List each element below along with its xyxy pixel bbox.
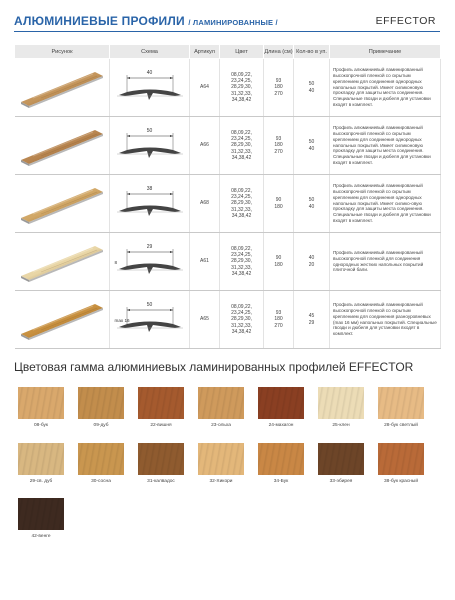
color-swatch — [378, 443, 424, 484]
article-cell: А61 — [190, 233, 220, 291]
color-swatch — [378, 387, 424, 428]
col-header-picture: Рисунок — [15, 45, 110, 59]
profile-picture-cell — [15, 59, 110, 117]
note-cell: Профиль алюминиевый ламинированный высокопрочной пленкой для соединения однородных жестких напольных покрытий плиточной бали. — [330, 233, 441, 291]
col-header-color: Цвет — [220, 45, 264, 59]
swatch-label: 42-венге — [31, 534, 51, 539]
swatch-chip — [258, 387, 304, 419]
note-cell: Профиль алюминиевый ламинированный высокопрочной пленкой со скрытым креплением для соединения однородных напольных покрытий. Имеет силиконовую прокладку для защиты места соединения. Специальные гвозди и дюбеля для установки входят в комплект. — [330, 117, 441, 175]
profile-scheme-drawing — [115, 68, 185, 108]
swatch-label: 34-Бук — [273, 479, 289, 484]
length-cell: 90 180 — [264, 233, 294, 291]
title-main: АЛЮМИНИЕВЫЕ ПРОФИЛИ — [14, 14, 185, 28]
colors-cell: 08,09,22, 23,24,25, 28,29,30, 31,32,33, 34,38,42 — [220, 291, 264, 349]
color-swatch — [18, 443, 64, 484]
col-header-article: Артикул — [190, 45, 220, 59]
color-swatch — [318, 387, 364, 428]
swatch-label: 38-бук красный — [383, 479, 418, 484]
swatch-chip — [258, 443, 304, 475]
swatch-label: 25-клен — [332, 423, 350, 428]
palette-title: Цветовая гамма алюминиевых ламинированных профилей EFFECTOR — [14, 360, 414, 374]
colors-cell: 08,09,22, 23,24,25, 28,29,30, 31,32,33, 34,38,42 — [220, 233, 264, 291]
color-swatch — [138, 443, 184, 484]
swatch-chip — [318, 387, 364, 419]
swatch-chip — [378, 387, 424, 419]
swatch-label: 29-св. дуб — [29, 479, 53, 484]
page-header — [14, 14, 440, 28]
table-header-row — [15, 45, 441, 59]
table-row — [15, 233, 441, 291]
brand-name: EFFECTOR — [375, 15, 436, 27]
title-sub: / ЛАМИНИРОВАННЫЕ / — [188, 18, 278, 27]
profile-scheme-drawing — [115, 184, 185, 224]
swatch-chip — [18, 387, 64, 419]
color-swatch — [18, 387, 64, 428]
color-swatch — [198, 443, 244, 484]
color-swatch — [78, 443, 124, 484]
scheme-dimension-label-2: max 16 — [114, 317, 130, 323]
color-swatch — [18, 498, 64, 539]
color-swatch — [318, 443, 364, 484]
profile-picture-cell — [15, 117, 110, 175]
swatch-label: 22-вишня — [150, 423, 172, 428]
article-cell: А66 — [190, 117, 220, 175]
swatch-chip — [78, 387, 124, 419]
color-swatch — [258, 443, 304, 484]
scheme-dimension-label: 38 — [146, 185, 153, 192]
scheme-cell — [110, 117, 190, 175]
table-row — [15, 117, 441, 175]
palette-row-3 — [18, 498, 428, 548]
profile-scheme-drawing — [115, 300, 185, 340]
profile-picture-cell — [15, 291, 110, 349]
qty-cell: 50 40 — [294, 59, 330, 117]
swatch-chip — [378, 443, 424, 475]
swatch-label: 28-бук светлый — [384, 423, 418, 428]
profile-picture-cell — [15, 175, 110, 233]
page-title — [14, 14, 278, 28]
note-cell: Профиль алюминиевый ламинированный высокопрочной пленкой со скрытым креплением для соединения однородных напольных покрытий. Имеет силико-овую прокладку для защиты места соединения. Специальные гвозди и дюбеля для установки входят в комплект. — [330, 175, 441, 233]
color-swatch — [198, 387, 244, 428]
scheme-cell — [110, 59, 190, 117]
profile-image — [19, 300, 105, 340]
qty-cell: 45 29 — [294, 291, 330, 349]
length-cell: 93 180 270 — [264, 291, 294, 349]
scheme-dimension-label-2: 8 — [114, 259, 118, 265]
swatch-chip — [198, 443, 244, 475]
swatch-label: 09-дуб — [93, 423, 109, 428]
article-cell: А68 — [190, 175, 220, 233]
scheme-dimension-label: 50 — [146, 127, 153, 134]
swatch-label: 32-Хикори — [209, 479, 233, 484]
qty-cell: 50 40 — [294, 175, 330, 233]
scheme-dimension-label: 50 — [146, 301, 153, 308]
colors-cell: 08,09,22, 23,24,25, 28,29,30, 31,32,33, 34,38,42 — [220, 175, 264, 233]
color-swatch — [78, 387, 124, 428]
swatch-label: 24-махагон — [268, 423, 294, 428]
swatch-chip — [78, 443, 124, 475]
scheme-cell — [110, 233, 190, 291]
length-cell: 90 180 — [264, 175, 294, 233]
swatch-label: 30-сосна — [91, 479, 111, 484]
profile-image — [19, 68, 105, 108]
profiles-table — [14, 44, 441, 349]
swatch-label: 23-ольха — [211, 423, 231, 428]
swatch-chip — [18, 443, 64, 475]
col-header-length: Длина (см) — [264, 45, 294, 59]
table-row — [15, 291, 441, 349]
col-header-qty: Кол-во в уп. — [294, 45, 330, 59]
scheme-cell — [110, 291, 190, 349]
note-cell: Профиль алюминиевый ламинированный высокопрочной пленкой со скрытым креплением для соединения однородных напольных покрытий. Имеет силиконовую прокладку для защиты места соединения. Специальные гвозди и дюбеля для установки входят в комплект. — [330, 59, 441, 117]
qty-cell: 50 40 — [294, 117, 330, 175]
header-divider — [14, 31, 440, 32]
table-row — [15, 175, 441, 233]
article-cell: А65 — [190, 291, 220, 349]
colors-cell: 08,09,22, 23,24,25, 28,29,30, 31,32,33, 34,38,42 — [220, 117, 264, 175]
length-cell: 93 180 270 — [264, 117, 294, 175]
article-cell: А64 — [190, 59, 220, 117]
note-cell: Профиль алюминиевый ламинированный высокопрочной пленкой со скрытым креплением для соединения разноуровневых (max 16 мм) напольных покрытий. Специальные гвозди и дюбеля для установки входят в комплект. — [330, 291, 441, 349]
length-cell: 93 180 270 — [264, 59, 294, 117]
profile-image — [19, 242, 105, 282]
color-swatch — [138, 387, 184, 428]
swatch-label: 31-калвадос — [147, 479, 175, 484]
color-swatch — [258, 387, 304, 428]
profile-picture-cell — [15, 233, 110, 291]
col-header-note: Примечание — [330, 45, 441, 59]
table-row — [15, 59, 441, 117]
scheme-cell — [110, 175, 190, 233]
profile-image — [19, 126, 105, 166]
qty-cell: 40 20 — [294, 233, 330, 291]
col-header-scheme: Схема — [110, 45, 190, 59]
swatch-chip — [198, 387, 244, 419]
swatch-chip — [318, 443, 364, 475]
swatch-label: 08-бук — [33, 423, 49, 428]
swatch-chip — [138, 387, 184, 419]
scheme-dimension-label: 40 — [146, 69, 153, 76]
profile-image — [19, 184, 105, 224]
swatch-chip — [18, 498, 64, 530]
swatch-label: 33-эбирея — [329, 479, 353, 484]
palette-row-1 — [18, 387, 428, 437]
palette-row-2 — [18, 443, 428, 493]
profile-scheme-drawing — [115, 242, 185, 282]
swatch-chip — [138, 443, 184, 475]
profile-scheme-drawing — [115, 126, 185, 166]
colors-cell: 08,09,22, 23,24,25, 28,29,30, 31,32,33, 34,38,42 — [220, 59, 264, 117]
scheme-dimension-label: 29 — [146, 243, 153, 250]
